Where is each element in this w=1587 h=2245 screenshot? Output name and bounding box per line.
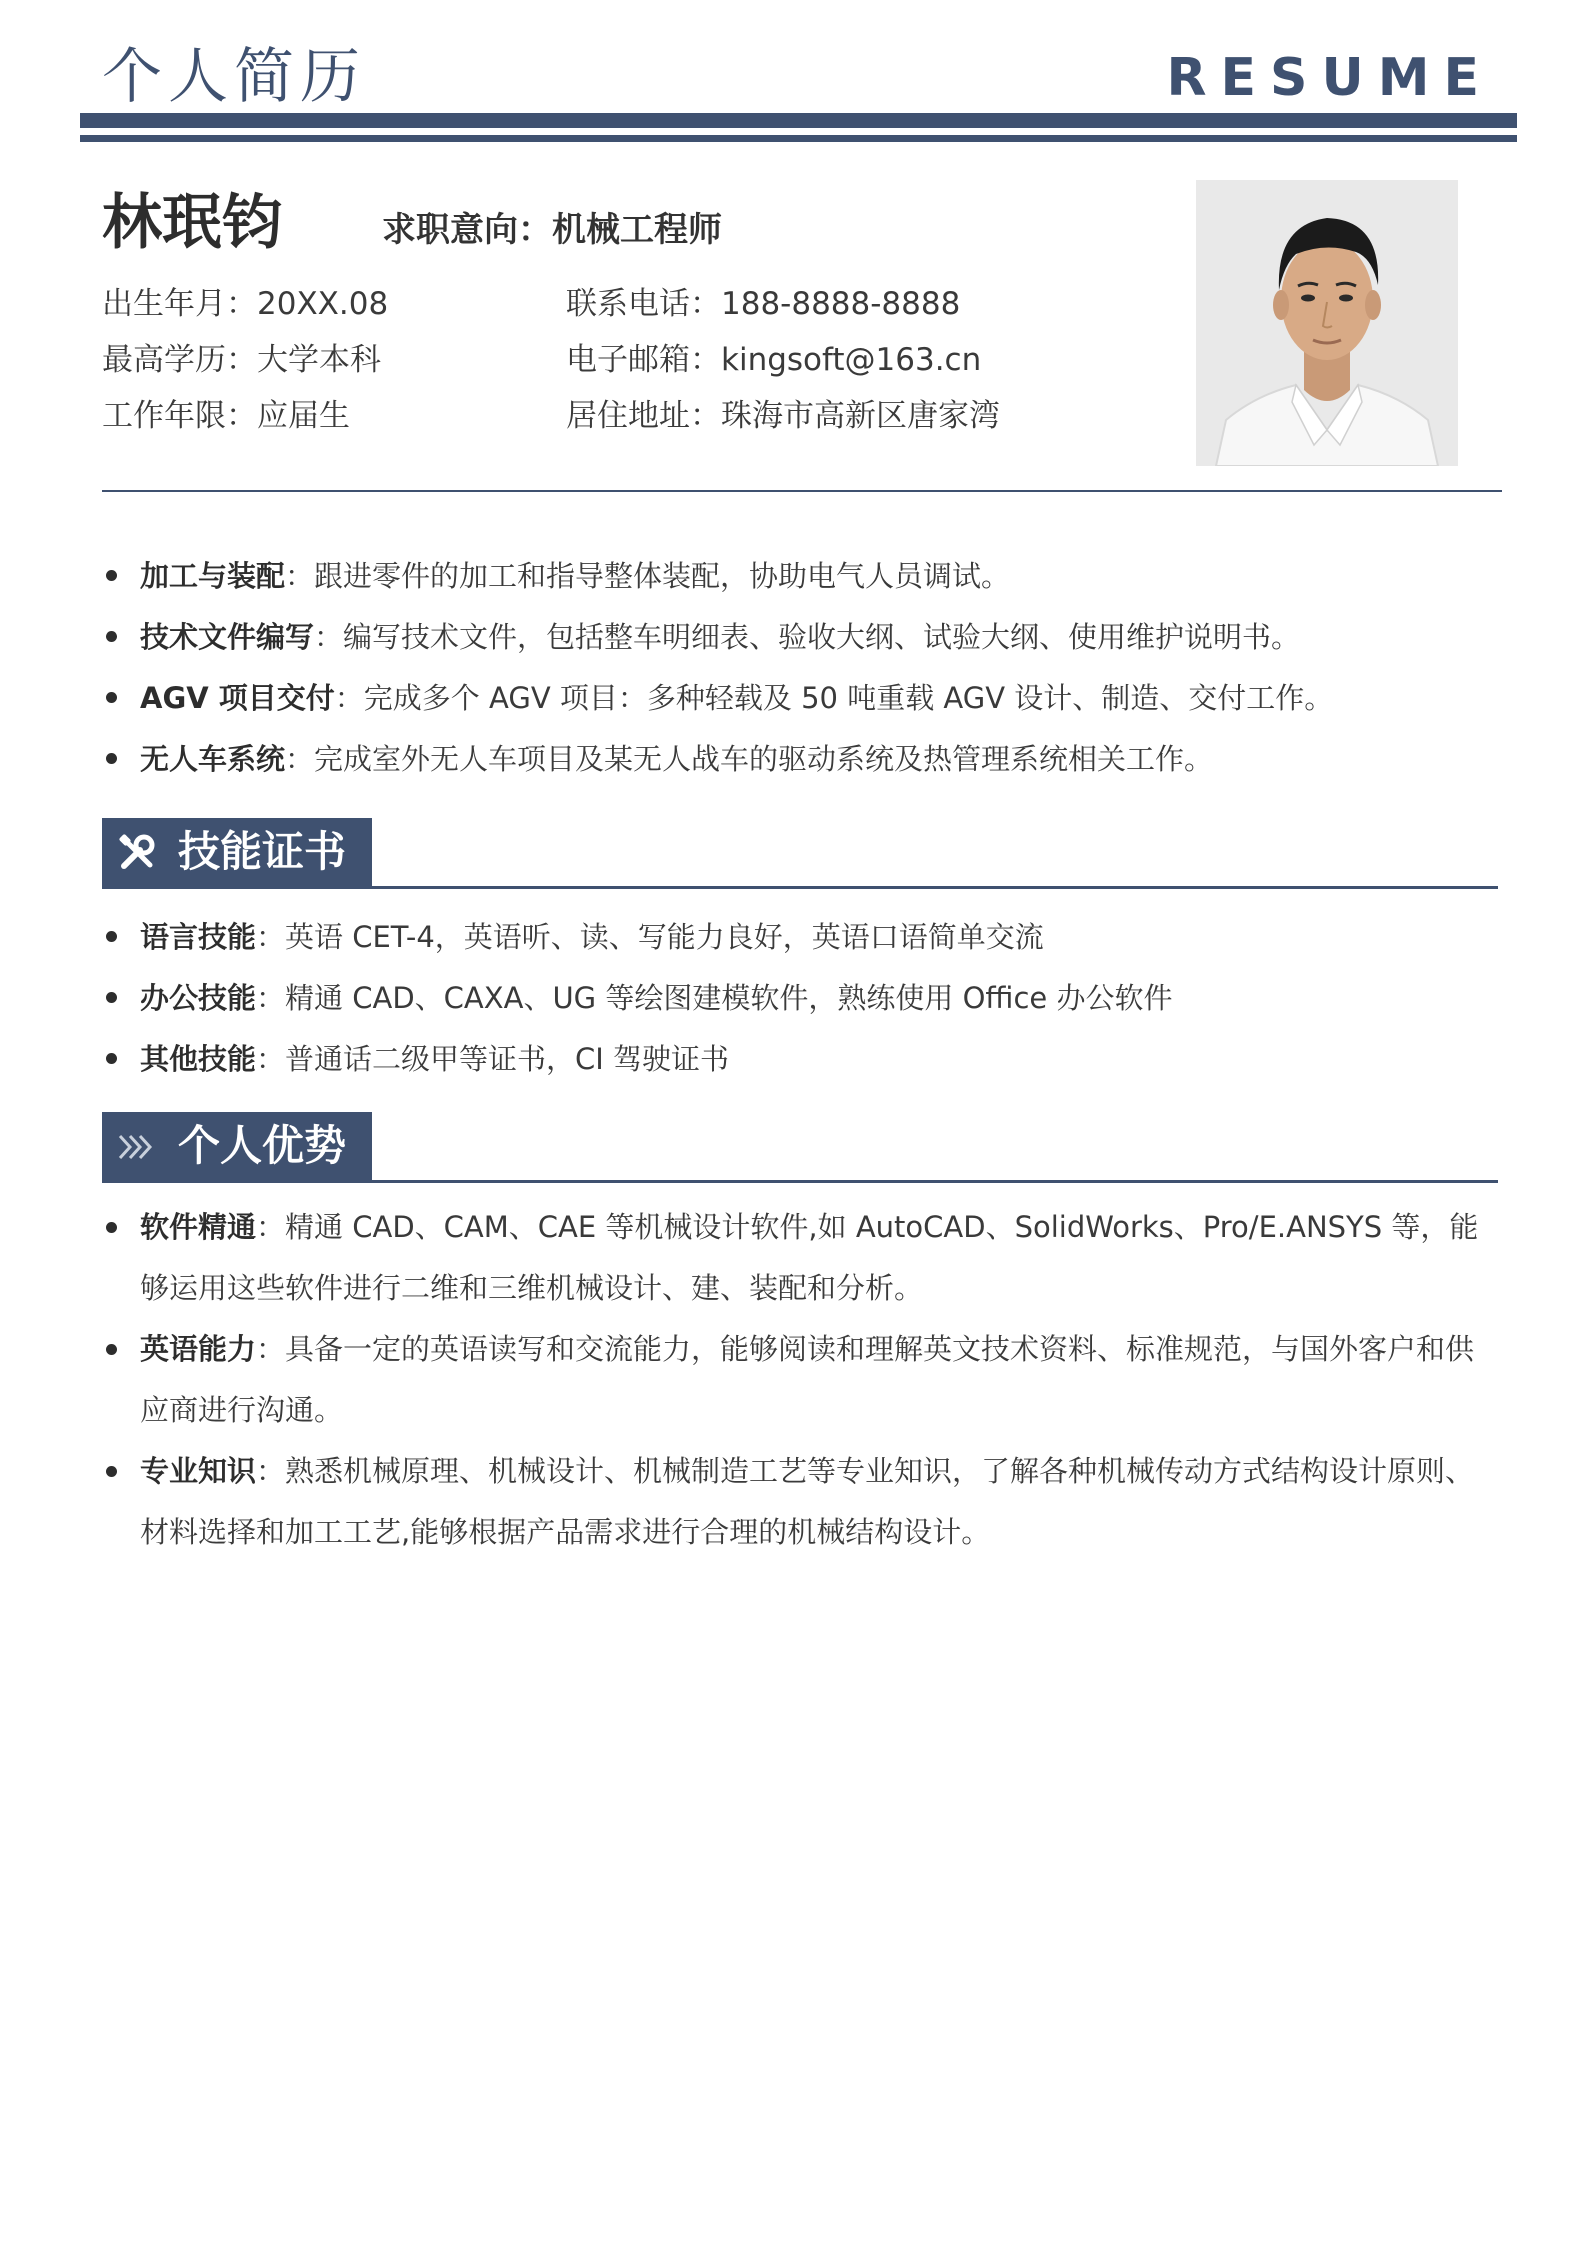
address-info: 居住地址：珠海市高新区唐家湾 xyxy=(566,398,1000,434)
birth-info: 出生年月：20XX.08 xyxy=(102,286,389,322)
item-text: ：编写技术文件，包括整车明细表、验收大纲、试验大纲、使用维护说明书。 xyxy=(314,620,1301,654)
header-bar-thin xyxy=(80,135,1517,142)
page-title: 个人简历 xyxy=(102,42,366,112)
item-text: ：精通 CAD、CAXA、UG 等绘图建模软件，熟练使用 Office 办公软件 xyxy=(256,981,1173,1015)
education-info: 最高学历：大学本科 xyxy=(102,342,381,378)
skills-section-title: 技能证书 xyxy=(178,827,347,876)
skills-section-line xyxy=(102,886,1498,889)
item-text: ：精通 CAD、CAM、CAE 等机械设计软件,如 AutoCAD、SolidWorks、Pro/E.ANSYS 等，能够运用这些软件进行二维和三维机械设计、建、装配和分析。 xyxy=(140,1210,1479,1305)
profile-divider xyxy=(102,490,1502,492)
item-text: ：具备一定的英语读写和交流能力，能够阅读和理解英文技术资料、标准规范，与国外客户和供应商进行沟通。 xyxy=(140,1332,1475,1427)
item-label: 英语能力 xyxy=(140,1332,257,1366)
bullet-icon xyxy=(106,1344,117,1355)
item-label: AGV 项目交付 xyxy=(140,681,335,715)
bullet-icon xyxy=(106,992,117,1003)
item-label: 技术文件编写 xyxy=(140,620,315,654)
header-bar-thick xyxy=(80,113,1517,128)
phone-info: 联系电话：188-8888-8888 xyxy=(566,286,961,322)
work-years-info: 工作年限：应届生 xyxy=(102,398,350,434)
email-info: 电子邮箱：kingsoft@163.cn xyxy=(566,342,982,378)
item-label: 加工与装配 xyxy=(140,559,286,593)
item-text: ：完成室外无人车项目及某无人战车的驱动系统及热管理系统相关工作。 xyxy=(285,742,1214,776)
bullet-icon xyxy=(106,1053,117,1064)
item-label: 其他技能 xyxy=(140,1042,257,1076)
resume-label: RESUME xyxy=(1166,48,1493,108)
item-text: ：普通话二级甲等证书，CI 驾驶证书 xyxy=(256,1042,730,1076)
bullet-icon xyxy=(106,631,117,642)
item-label: 办公技能 xyxy=(140,981,257,1015)
item-text: ：英语 CET-4，英语听、读、写能力良好，英语口语简单交流 xyxy=(256,920,1044,954)
candidate-name: 林珉钧 xyxy=(102,188,282,258)
item-text: ：熟悉机械原理、机械设计、机械制造工艺等专业知识，了解各种机械传动方式结构设计原则、材料选择和加工工艺,能够根据产品需求进行合理的机械结构设计。 xyxy=(140,1454,1475,1549)
advantages-section-title: 个人优势 xyxy=(178,1121,347,1170)
advantages-section-header xyxy=(102,1112,372,1180)
advantages-section-line xyxy=(102,1180,1498,1183)
bullet-icon xyxy=(106,931,117,942)
bullet-icon xyxy=(106,692,117,703)
profile-photo xyxy=(1196,180,1458,466)
item-label: 无人车系统 xyxy=(140,742,286,776)
bullet-icon xyxy=(106,570,117,581)
bullet-icon xyxy=(106,753,117,764)
item-label: 语言技能 xyxy=(140,920,257,954)
bullet-icon xyxy=(106,1466,117,1477)
skills-section-header xyxy=(102,818,372,886)
job-objective: 求职意向：机械工程师 xyxy=(382,210,722,250)
item-text: ：跟进零件的加工和指导整体装配，协助电气人员调试。 xyxy=(285,559,1011,593)
item-text: ：完成多个 AGV 项目：多种轻载及 50 吨重载 AGV 设计、制造、交付工作。 xyxy=(334,681,1334,715)
item-label: 专业知识 xyxy=(140,1454,257,1488)
double-chevron-icon xyxy=(116,1126,158,1168)
item-label: 软件精通 xyxy=(140,1210,257,1244)
tools-icon xyxy=(116,832,158,874)
bullet-icon xyxy=(106,1222,117,1233)
